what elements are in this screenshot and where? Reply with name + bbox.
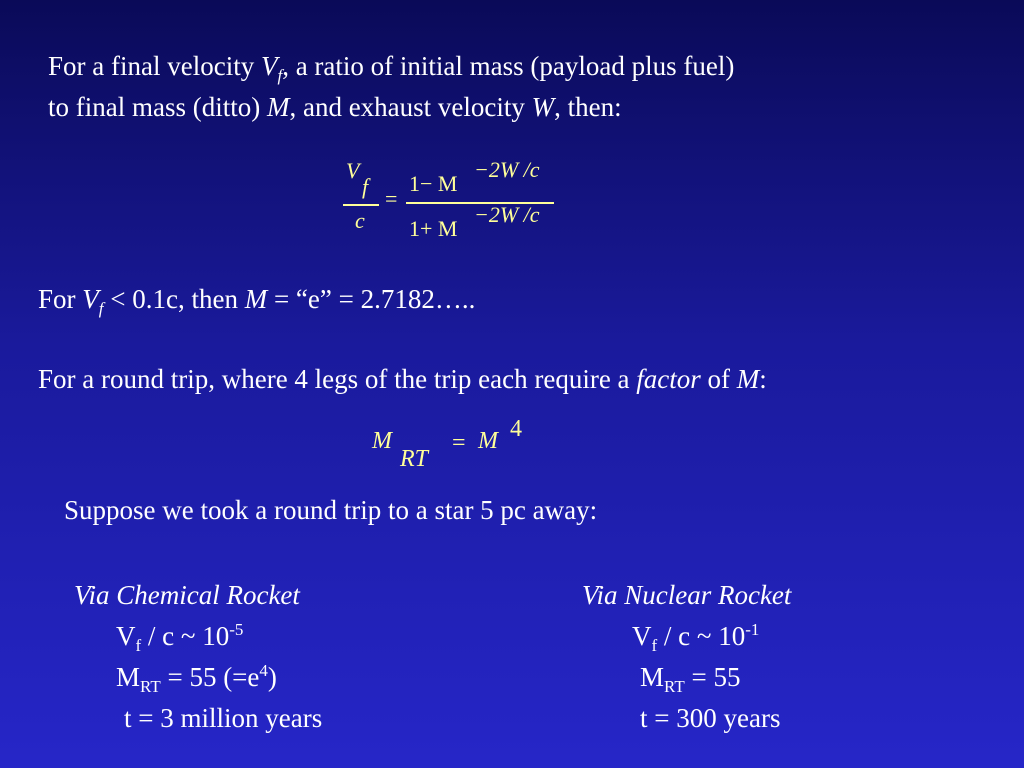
suppose-statement: Suppose we took a round trip to a star 5 pc away: — [64, 495, 598, 525]
nuclear-time: t = 300 years — [640, 703, 781, 733]
intro-line-1: For a final velocity $V_f$, a ratio of initial mass (payload plus fuel) — [48, 51, 735, 85]
nuclear-title: Via Nuclear Rocket — [582, 580, 792, 610]
intro-line-2: to final mass (ditto) M, and exhaust velocity W, then: — [48, 92, 622, 122]
chemical-mass-ratio: $M_{RT} = 55$ $(=e^4)$ — [116, 661, 277, 696]
round-trip-statement: For a round trip, where 4 legs of the trip each require a factor of M: — [38, 364, 767, 394]
chemical-time: t = 3 million years — [124, 703, 323, 733]
var-v: V — [260, 51, 278, 81]
chemical-title: Via Chemical Rocket — [74, 580, 300, 610]
low-speed-statement: For $V_f < 0.1c$, then M = “e” = 2.7182….. — [38, 284, 476, 318]
nuclear-mass-ratio: $M_{RT} = 55$ — [640, 662, 741, 696]
chemical-velocity: $V_f$ / c ~ $10^{-5}$ — [116, 620, 244, 655]
nuclear-velocity: $V_f$ / c ~ $10^{-1}$ — [632, 620, 760, 655]
